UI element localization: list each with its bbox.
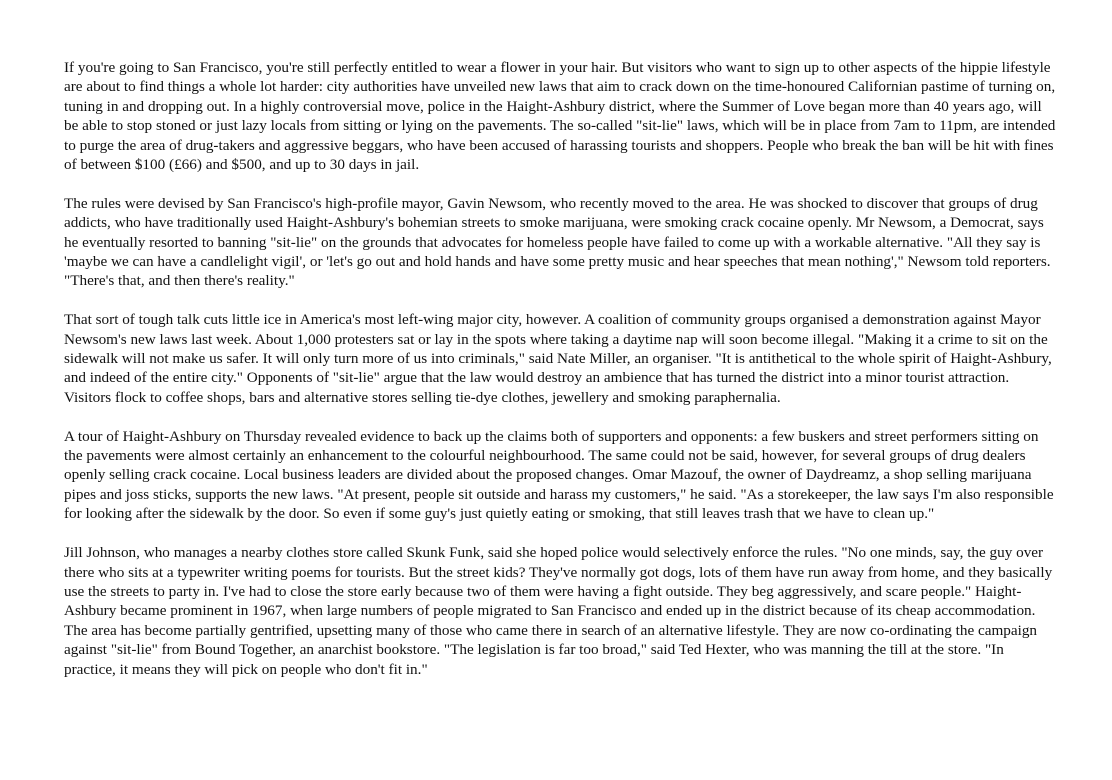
article-body bbox=[64, 58, 1056, 679]
article-paragraph-3: That sort of tough talk cuts little ice in America's most left-wing major city, however. A coalition of community groups organised a demonstration against Mayor Newsom's new laws last week. About 1,000 protesters sat or lay in the spots where taking a daytime nap will soon become illegal. "Making it a crime to sit on the sidewalk will not make us safer. It will only turn more of us into criminals," said Nate Miller, an organiser. "It is antithetical to the whole spirit of Haight-Ashbury, and indeed of the entire city." Opponents of "sit-lie" argue that the law would destroy an ambience that has turned the district into a minor tourist attraction. Visitors flock to coffee shops, bars and alternative stores selling tie-dye clothes, jewellery and smoking paraphernalia. bbox=[64, 311, 1052, 406]
article-paragraph-5: Jill Johnson, who manages a nearby clothes store called Skunk Funk, said she hoped police would selectively enforce the rules. "No one minds, say, the guy over there who sits at a typewriter writing poems for tourists. But the street kids? They've normally got dogs, lots of them have run away from home, and they basically use the streets to party in. I've had to close the store early because two of them were having a fight outside. They beg aggressively, and scare people." Haight-Ashbury became prominent in 1967, when large numbers of people migrated to San Francisco and ended up in the district because of its cheap accommodation. The area has become partially gentrified, upsetting many of those who came there in search of an alternative lifestyle. They are now co-ordinating the campaign against "sit-lie" from Bound Together, an anarchist bookstore. "The legislation is far too broad," said Ted Hexter, who was manning the till at the store. "In practice, it means they will pick on people who don't fit in." bbox=[64, 544, 1053, 678]
article-paragraph-1: If you're going to San Francisco, you're still perfectly entitled to wear a flower in your hair. But visitors who want to sign up to other aspects of the hippie lifestyle are about to find things a whole lot harder: city authorities have unveiled new laws that aim to crack down on the time-honoured Californian pastime of turning on, tuning in and dropping out. In a highly controversial move, police in the Haight-Ashbury district, where the Summer of Love began more than 40 years ago, will be able to stop stoned or just lazy locals from sitting or lying on the pavements. The so-called "sit-lie" laws, which will be in place from 7am to 11pm, are intended to purge the area of drug-takers and aggressive beggars, who have been accused of harassing tourists and shoppers. People who break the ban will be hit with fines of between $100 (£66) and $500, and up to 30 days in jail. bbox=[64, 59, 1056, 174]
article-paragraph-2: The rules were devised by San Francisco's high-profile mayor, Gavin Newsom, who recently moved to the area. He was shocked to discover that groups of drug addicts, who have traditionally used Haight-Ashbury's bohemian streets to smoke marijuana, were smoking crack cocaine openly. Mr Newsom, a Democrat, says he eventually resorted to banning "sit-lie" on the grounds that advocates for homeless people have failed to come up with a workable alternative. "All they say is 'maybe we can have a candlelight vigil', or 'let's go out and hold hands and have some pretty music and hear speeches that mean nothing'," Newsom told reporters. "There's that, and then there's reality." bbox=[64, 194, 1051, 290]
article-paragraph-4: A tour of Haight-Ashbury on Thursday revealed evidence to back up the claims both of supporters and opponents: a few buskers and street performers sitting on the pavements were almost certainly an enhancement to the colourful neighbourhood. The same could not be said, however, for several groups of drug dealers openly selling crack cocaine. Local business leaders are divided about the proposed changes. Omar Mazouf, the owner of Daydreamz, a shop selling marijuana pipes and joss sticks, supports the new laws. "At present, people sit outside and harass my customers," he said. "As a storekeeper, the law says I'm also responsible for looking after the sidewalk by the door. So even if some guy's just quietly eating or smoking, that still leaves trash that we have to clean up." bbox=[64, 427, 1054, 523]
